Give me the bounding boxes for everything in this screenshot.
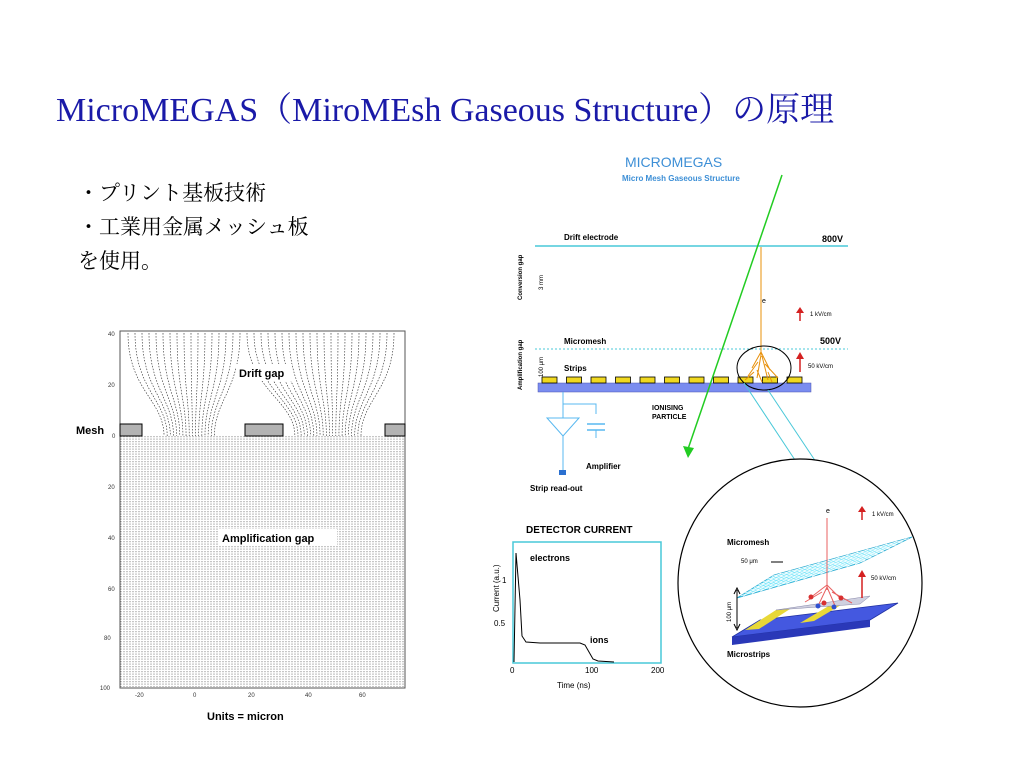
strip (616, 377, 631, 383)
microstrips-label: Microstrips (727, 650, 771, 659)
strip (714, 377, 729, 383)
field-arrow-head (796, 352, 804, 359)
field-simulation-plot (70, 326, 410, 726)
amplifier-symbol (547, 418, 579, 436)
y-tick-label: 20 (108, 383, 115, 389)
electron-dot (832, 605, 837, 610)
y-tick-label: 0.5 (494, 619, 506, 628)
y-tick-label: 40 (108, 332, 115, 338)
mesh-voltage: 500V (820, 336, 842, 346)
mesh-bar (385, 424, 405, 436)
strip (689, 377, 704, 383)
amplifier-label: Amplifier (586, 462, 621, 471)
bullet-list (78, 176, 309, 278)
amp-field: 50 kV/cm (808, 364, 834, 370)
mesh-bar (120, 424, 142, 436)
slide-title: MicroMEGAS（MiroMEsh Gaseous Structure）の原理 (56, 92, 835, 129)
x-axis-label: Time (ns) (557, 681, 591, 690)
conversion-gap-label: Conversion gap (518, 254, 524, 300)
drift-field: 1 kV/cm (810, 312, 832, 318)
readout-wire (563, 392, 596, 414)
strip (665, 377, 680, 383)
schematic-subheading: Micro Mesh Gaseous Structure (622, 174, 740, 183)
x-tick-label: 0 (193, 693, 197, 699)
y-tick-label: 1 (502, 576, 507, 585)
strip (591, 377, 606, 383)
field-top: 1 kV/cm (872, 512, 894, 518)
readout-label: Strip read-out (530, 484, 583, 493)
readout-terminal (559, 470, 566, 475)
conversion-size: 3 mm (539, 275, 545, 290)
ion (839, 596, 844, 601)
x-tick-label: 100 (585, 666, 599, 675)
y-tick-label: 40 (108, 536, 115, 542)
y-axis-label: Current (a.u.) (492, 564, 501, 612)
schematic-heading: MICROMEGAS (625, 154, 723, 170)
strip (567, 377, 582, 383)
strip (640, 377, 655, 383)
mesh-label: Mesh (76, 425, 105, 437)
x-tick-label: 40 (305, 693, 312, 699)
y-tick-label: 20 (108, 485, 115, 491)
electron-dot (816, 604, 821, 609)
micromesh-label: Micromesh (564, 337, 607, 346)
x-tick-label: 60 (359, 693, 366, 699)
electrons-label: electrons (530, 553, 571, 563)
x-tick-label: 20 (248, 693, 255, 699)
drift-electrode-label: Drift electrode (564, 233, 619, 242)
x-tick-label: -20 (135, 693, 144, 699)
electron-symbol: e (826, 508, 830, 515)
ionising-label: IONISING (652, 405, 684, 412)
ion (822, 601, 827, 606)
drift-gap-label: Drift gap (239, 368, 285, 380)
micromesh-label: Micromesh (727, 538, 770, 547)
bullet-item: ・工業用金属メッシュ板 (78, 215, 309, 239)
mesh-bar (245, 424, 283, 436)
ion (809, 595, 814, 600)
gap-label: 100 μm (727, 601, 733, 622)
strip (542, 377, 557, 383)
y-tick-label: 80 (104, 636, 111, 642)
field-amp: 50 kV/cm (871, 576, 897, 582)
y-tick-label: 0 (112, 434, 116, 440)
zoom-detail (676, 455, 926, 711)
x-tick-label: 200 (651, 666, 665, 675)
bullet-item: を使用。 (78, 249, 162, 273)
chart-title: DETECTOR CURRENT (526, 525, 633, 536)
zoom-circle (678, 459, 922, 707)
ions-label: ions (590, 635, 609, 645)
pitch-label: 50 μm (741, 559, 758, 565)
bullet-item: ・プリント基板技術 (78, 181, 267, 205)
electron-symbol: e (762, 298, 766, 305)
amplification-gap-label: Amplification gap (518, 339, 524, 390)
x-tick-label: 0 (510, 666, 515, 675)
field-arrow-head (796, 307, 804, 313)
units-label: Units = micron (207, 711, 284, 723)
amplification-gap-label: Amplification gap (222, 533, 315, 545)
amp-size: 100 μm (539, 356, 545, 377)
y-tick-label: 60 (108, 587, 115, 593)
y-tick-label: 100 (100, 686, 111, 692)
detector-current-chart (488, 518, 668, 693)
strips-label: Strips (564, 364, 587, 373)
particle-label: PARTICLE (652, 414, 687, 421)
drift-voltage: 800V (822, 234, 844, 244)
